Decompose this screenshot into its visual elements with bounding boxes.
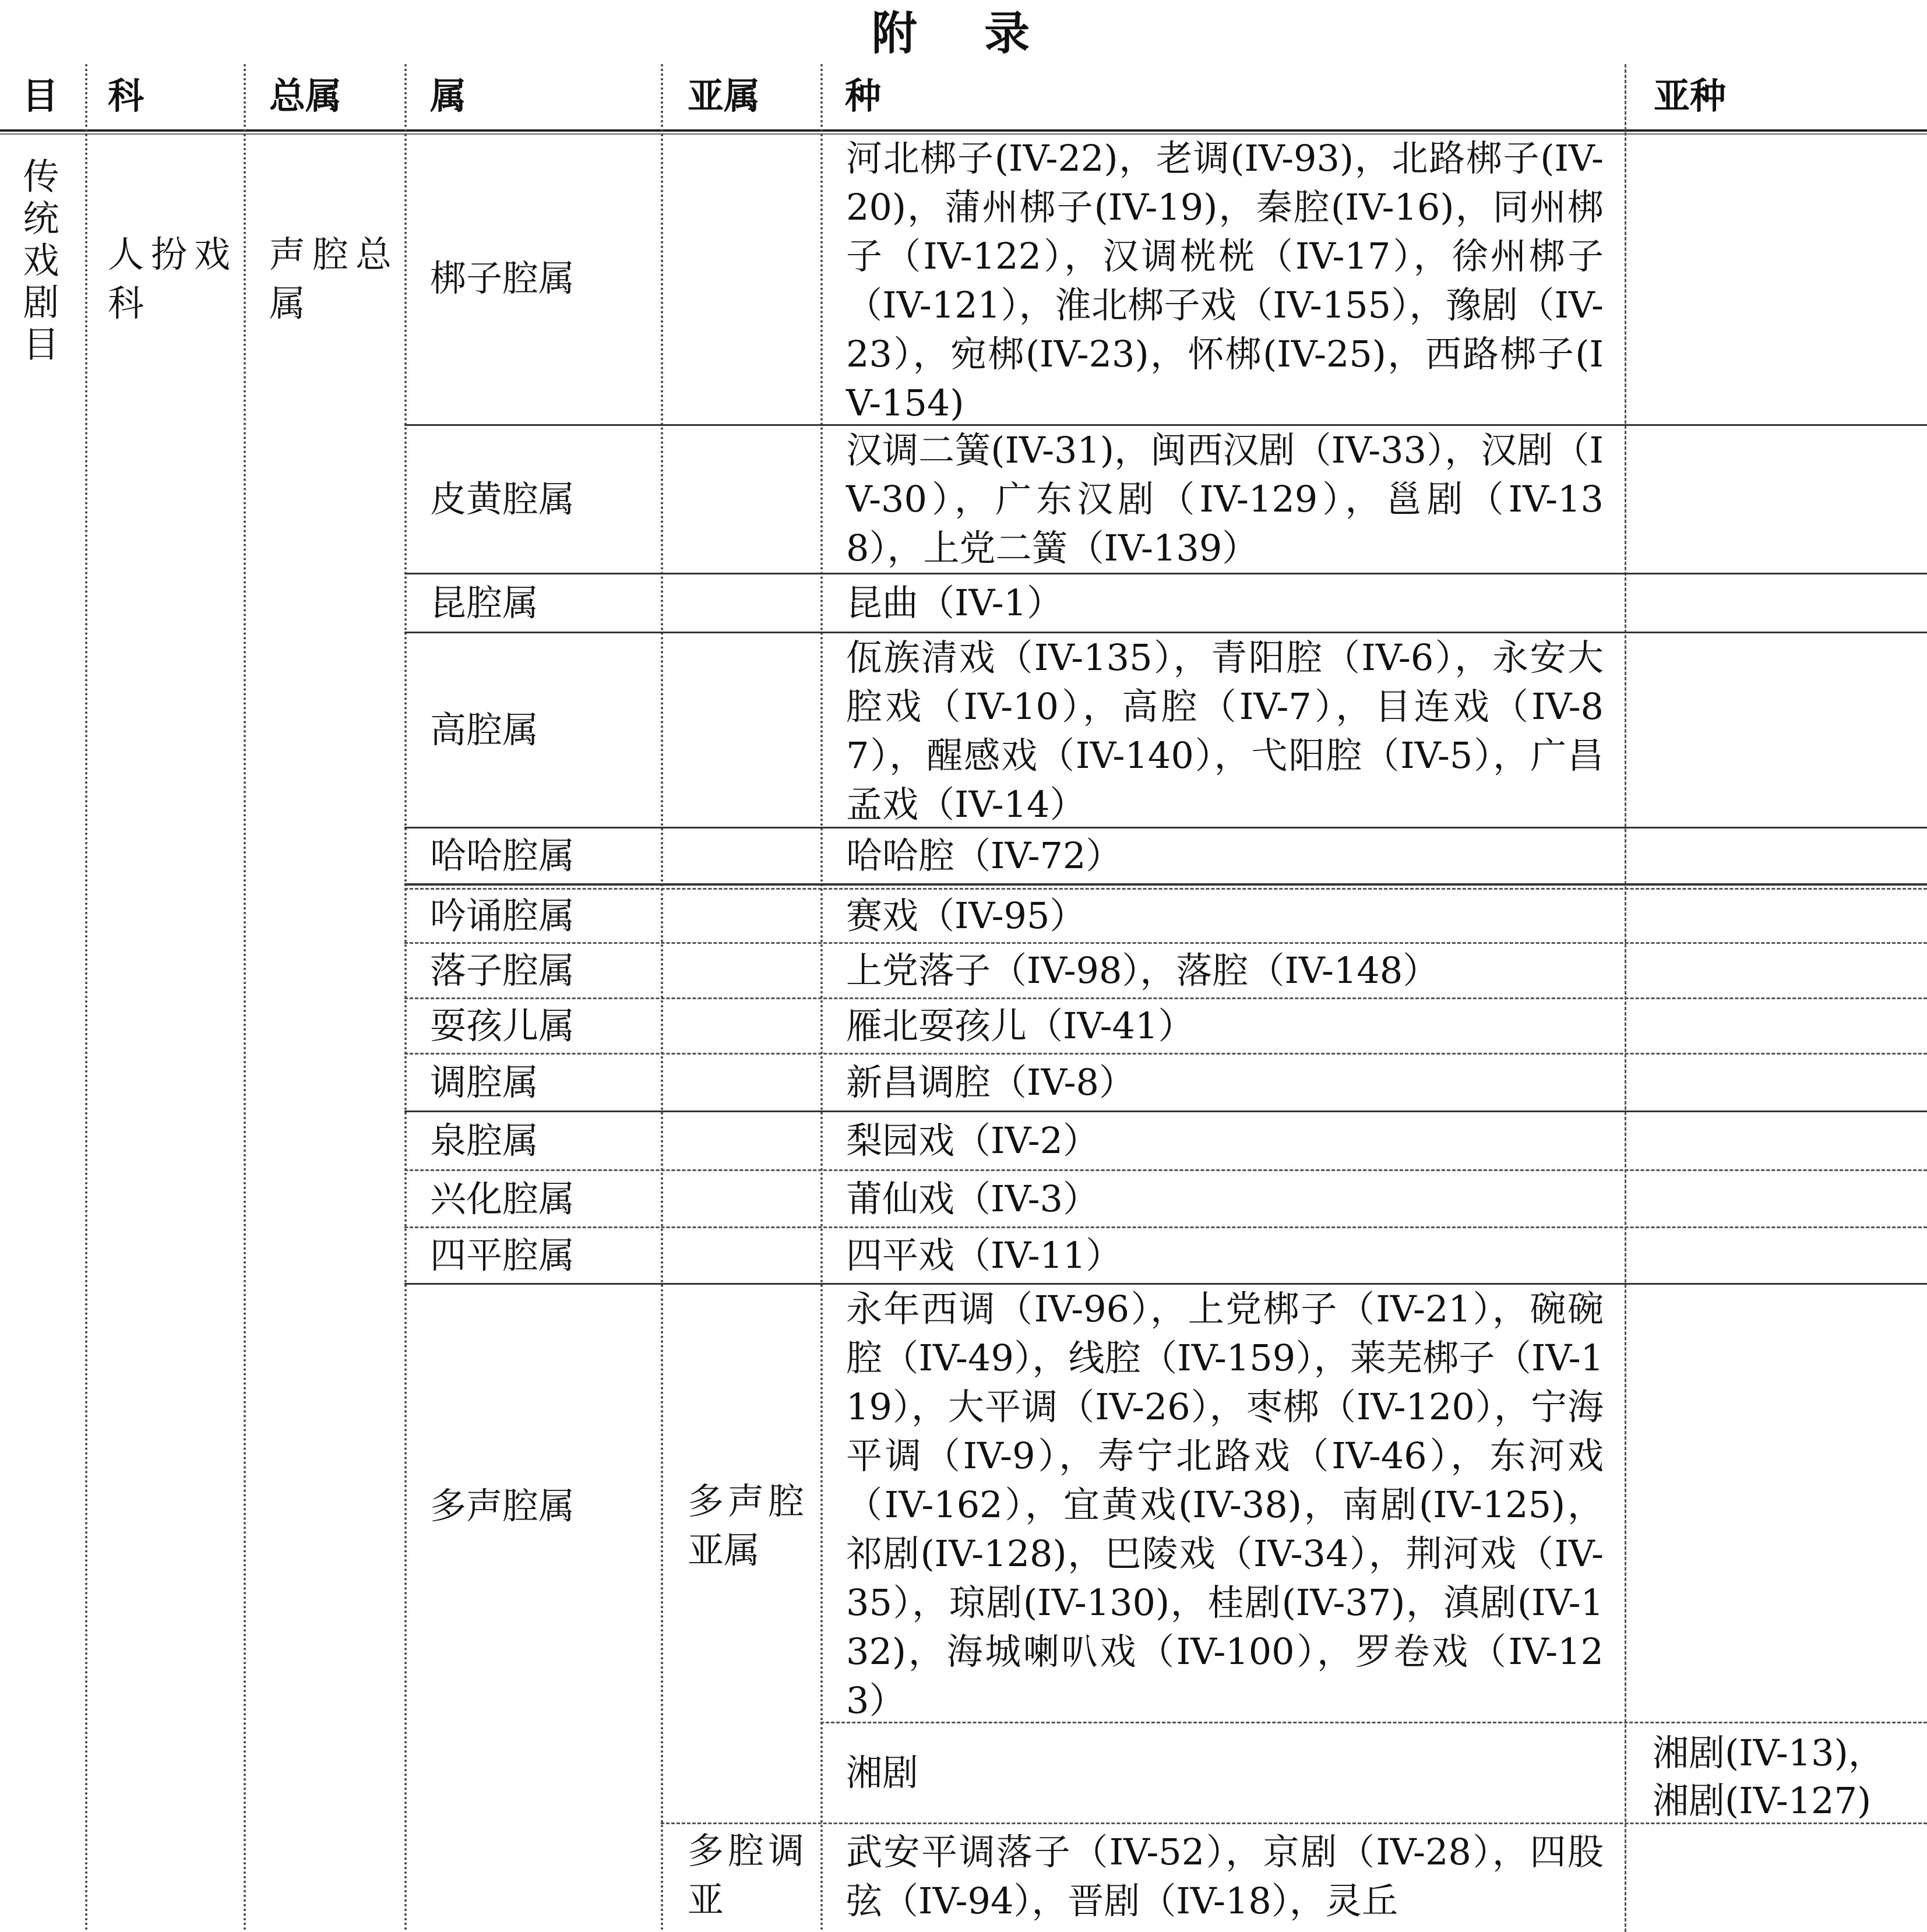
header-species: 种 (845, 75, 882, 117)
species-cell: 四平戏（IV-11） (846, 1234, 1122, 1277)
header-rule (0, 129, 1927, 132)
species-cell: 莆仙戏（IV-3） (846, 1177, 1099, 1220)
genus-cell-multi: 多声腔属 (430, 1485, 575, 1527)
genus-cell: 落子腔属 (430, 949, 575, 992)
header-subgenus: 亚属 (688, 75, 760, 117)
species-cell: 赛戏（IV-95） (846, 894, 1086, 937)
subspecies-line: 湘剧(IV-13)， (1653, 1732, 1884, 1774)
header-supergenus: 总属 (269, 75, 342, 117)
header-family: 科 (108, 75, 145, 117)
genus-cell: 泉腔属 (430, 1119, 539, 1162)
species-cell: 佤族清戏（IV-135），青阳腔（IV-6），永安大腔戏（IV-10），高腔（IV-7），目连戏（IV-87），醒感戏（IV-140），弋阳腔（IV-5），广昌孟戏（IV-14） (846, 636, 1604, 826)
species-cell: 新昌调腔（IV-8） (846, 1061, 1135, 1104)
genus-cell: 四平腔属 (430, 1234, 575, 1277)
genus-cell: 调腔属 (430, 1061, 539, 1104)
species-cell: 武安平调落子（IV-52），京剧（IV-28），四股弦（IV-94），晋剧（IV-18），灵丘 (846, 1831, 1604, 1922)
col-separator (85, 64, 87, 1932)
header-subspecies: 亚种 (1654, 75, 1727, 117)
subgenus-cell: 多腔调亚 (688, 1829, 804, 1921)
species-cell: 永年西调（IV-96），上党梆子（IV-21），碗碗腔（IV-49），线腔（IV-159），莱芜梆子（IV-119），大平调（IV-26），枣梆（IV-120），宁海平调（IV-9），寿宁北路戏（IV-46），东河戏（IV-162），宜黄戏(IV-38)，南剧(IV-125)，祁剧(IV-128)，巴陵戏（IV-34），荆河戏（IV-35），琼剧(IV-130)，桂剧(IV-37)，滇剧(IV-132)，海城喇叭戏（IV-100），罗卷戏（IV-123） (846, 1288, 1604, 1722)
subspecies-cell (1653, 1729, 1884, 1825)
row-rule (661, 1822, 1927, 1824)
subspecies-line: 湘剧(IV-127) (1653, 1779, 1872, 1822)
genus-cell: 皮黄腔属 (430, 478, 575, 520)
family-cell: 人扮戏科 (108, 233, 230, 325)
order-cell: 传统戏剧目 (17, 157, 59, 367)
species-cell: 梨园戏（IV-2） (846, 1119, 1099, 1162)
header-genus: 属 (430, 75, 467, 117)
row-rule (404, 883, 1927, 886)
subgenus-cell: 多声腔亚属 (688, 1480, 804, 1571)
supergenus-cell: 声腔总属 (269, 233, 392, 325)
species-cell: 湘剧 (846, 1751, 919, 1794)
genus-cell: 梆子腔属 (430, 257, 575, 299)
genus-cell: 高腔属 (430, 708, 539, 751)
species-cell: 汉调二簧(IV-31)，闽西汉剧（IV-33），汉剧（IV-30），广东汉剧（IV-129），邕剧（IV-138），上党二簧（IV-139） (846, 429, 1604, 569)
row-rule (820, 1722, 1927, 1723)
genus-cell: 兴化腔属 (430, 1177, 575, 1220)
col-separator (244, 64, 246, 1932)
species-cell: 雁北耍孩儿（IV-41） (846, 1004, 1195, 1047)
header-order: 目 (22, 75, 59, 117)
species-cell: 河北梆子(IV-22)，老调(IV-93)，北路梆子(IV-20)，蒲州梆子(IV-19)，秦腔(IV-16)，同州梆子（IV-122），汉调桄桄（IV-17），徐州梆子（IV-121），淮北梆子戏（IV-155），豫剧（IV-23），宛梆(IV-23)，怀梆(IV-25)，西路梆子(IV-154) (846, 137, 1604, 424)
species-cell: 上党落子（IV-98），落腔（IV-148） (846, 949, 1439, 992)
page-title: 附 录 (871, 8, 1056, 60)
genus-cell: 昆腔属 (430, 581, 539, 624)
species-cell: 哈哈腔（IV-72） (846, 834, 1122, 877)
genus-cell: 吟诵腔属 (430, 894, 575, 937)
genus-cell: 耍孩儿属 (430, 1004, 575, 1047)
genus-cell: 哈哈腔属 (430, 834, 575, 877)
species-cell: 昆曲（IV-1） (846, 581, 1063, 624)
